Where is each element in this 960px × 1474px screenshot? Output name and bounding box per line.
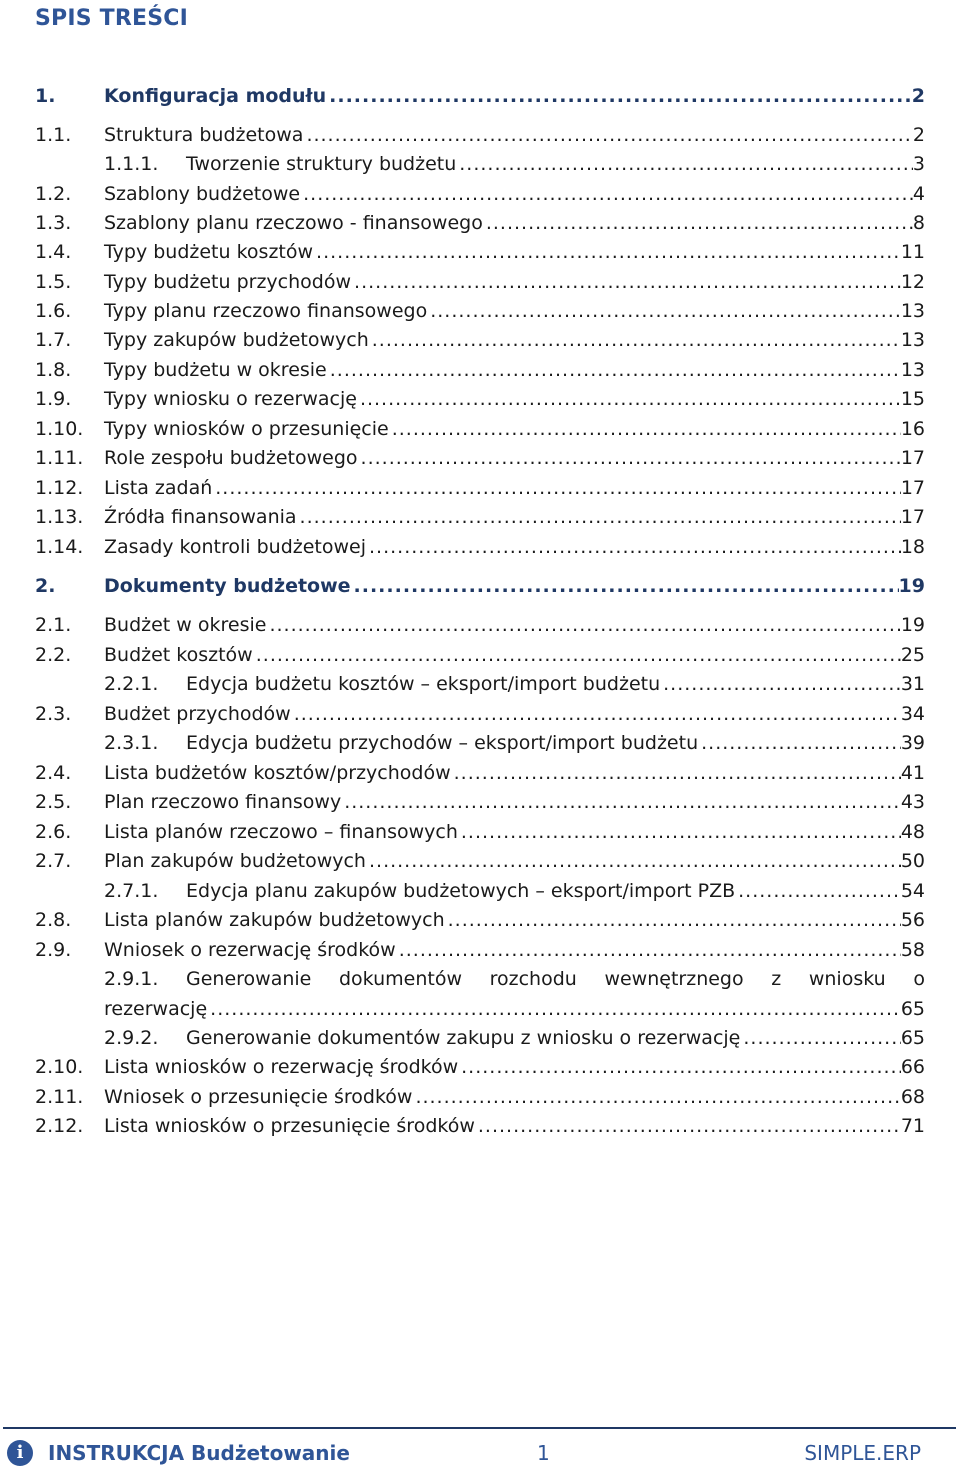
footer-title: INSTRUKCJA Budżetowanie	[48, 1441, 350, 1465]
toc-entry-page: 16	[900, 418, 925, 440]
dot-leader	[303, 122, 912, 148]
toc-entry-number: 2.2.1.	[104, 673, 159, 695]
toc-entry-line	[104, 445, 925, 471]
dot-leader	[445, 907, 901, 933]
toc-entry-text: Typy budżetu przychodów	[104, 271, 352, 293]
toc-entry[interactable]	[0, 151, 960, 177]
toc-entry-page: 18	[900, 536, 925, 558]
toc-entry[interactable]	[0, 730, 960, 756]
toc-entry-number: 1.9.	[35, 388, 72, 410]
toc-entry-page: 31	[900, 673, 925, 695]
toc-entry-page: 2	[911, 85, 925, 107]
toc-entry-text: Typy wniosku o rezerwację	[104, 388, 357, 410]
toc-entry[interactable]	[0, 573, 960, 599]
toc-entry[interactable]	[0, 701, 960, 727]
footer-divider	[3, 1427, 956, 1429]
toc-entry-number: 2.7.	[35, 850, 72, 872]
toc-entry-page: 12	[900, 271, 925, 293]
toc-entry-page: 65	[900, 998, 925, 1020]
toc-entry-page: 41	[900, 762, 925, 784]
toc-entry-line	[104, 789, 925, 815]
toc-entry[interactable]	[0, 239, 960, 265]
toc-entry-text: Wniosek o przesunięcie środków	[104, 1086, 413, 1108]
toc-entry[interactable]	[0, 848, 960, 874]
toc-entry-text: Lista zadań	[104, 477, 213, 499]
dot-leader	[207, 996, 901, 1022]
dot-leader	[483, 210, 913, 236]
toc-entry-page: 17	[900, 447, 925, 469]
toc-entry-line	[104, 996, 925, 1022]
toc-entry[interactable]	[0, 878, 960, 904]
toc-entry[interactable]	[0, 181, 960, 207]
toc-entry-number: 1.10.	[35, 418, 84, 440]
toc-entry[interactable]	[0, 122, 960, 148]
dot-leader	[327, 357, 901, 383]
toc-entry-text: Lista budżetów kosztów/przychodów	[104, 762, 451, 784]
dot-leader	[396, 937, 901, 963]
toc-entry-text: Budżet kosztów	[104, 644, 253, 666]
toc-entry-text: Generowanie dokumentów rozchodu wewnętrznego z wniosku o	[186, 968, 925, 990]
toc-entry-number: 2.6.	[35, 821, 72, 843]
dot-leader	[351, 269, 901, 295]
toc-entry-text: Zasady kontroli budżetowej	[104, 536, 367, 558]
toc-entry-number: 2.8.	[35, 909, 72, 931]
toc-entry-line	[104, 1084, 925, 1110]
toc-entry-number: 2.2.	[35, 644, 72, 666]
dot-leader	[458, 1054, 901, 1080]
toc-entry-text: Dokumenty budżetowe	[104, 575, 351, 597]
toc-entry-text: Typy zakupów budżetowych	[104, 329, 369, 351]
page-title: SPIS TREŚCI	[35, 6, 189, 31]
dot-leader	[358, 445, 901, 471]
toc-entry-page: 8	[912, 212, 925, 234]
toc-entry-line	[186, 671, 925, 697]
toc-entry-line	[104, 1113, 925, 1139]
dot-leader	[326, 83, 912, 109]
toc-entry-line	[104, 386, 925, 412]
toc-entry[interactable]	[0, 819, 960, 845]
toc-entry-page: 19	[898, 575, 925, 597]
info-icon: i	[7, 1440, 33, 1466]
toc-entry[interactable]	[0, 534, 960, 560]
dot-leader	[412, 1084, 900, 1110]
toc-entry-line	[104, 357, 925, 383]
toc-entry-number: 1.14.	[35, 536, 84, 558]
toc-entry-text: Tworzenie struktury budżetu	[186, 153, 457, 175]
toc-entry[interactable]	[0, 1025, 960, 1051]
toc-entry-line	[104, 416, 925, 442]
toc-entry-continuation[interactable]	[0, 996, 960, 1022]
page-footer	[0, 1432, 960, 1474]
toc-entry[interactable]	[0, 1084, 960, 1110]
toc-entry-text: Typy budżetu w okresie	[104, 359, 327, 381]
toc-entry-number: 1.1.	[35, 124, 72, 146]
toc-entry-number: 2.11.	[35, 1086, 84, 1108]
dot-leader	[456, 151, 913, 177]
dot-leader	[300, 181, 913, 207]
toc-entry-number: 2.3.1.	[104, 732, 159, 754]
toc-entry-page: 48	[900, 821, 925, 843]
toc-entry[interactable]	[0, 760, 960, 786]
toc-entry-page: 56	[900, 909, 925, 931]
toc-entry-text: Typy planu rzeczowo finansowego	[104, 300, 428, 322]
dot-leader	[212, 475, 901, 501]
toc-entry-line	[104, 83, 925, 109]
toc-entry-text: Generowanie dokumentów zakupu z wniosku o rezerwację	[186, 1027, 741, 1049]
footer-brand: SIMPLE.ERP	[804, 1441, 921, 1465]
toc-entry-number: 1.5.	[35, 271, 72, 293]
toc-entry-page: 2	[912, 124, 925, 146]
toc-entry[interactable]	[0, 1054, 960, 1080]
toc-entry[interactable]	[0, 210, 960, 236]
toc-entry-line	[104, 907, 925, 933]
toc-entry-line	[104, 1054, 925, 1080]
toc-entry-number: 1.11.	[35, 447, 84, 469]
toc-entry-page: 66	[900, 1056, 925, 1078]
toc-entry[interactable]	[0, 416, 960, 442]
toc-entry-number: 1.	[35, 85, 56, 107]
toc-entry-page: 15	[900, 388, 925, 410]
footer-page-number: 1	[537, 1441, 550, 1465]
toc-entry-line	[104, 701, 925, 727]
toc-entry-page: 43	[900, 791, 925, 813]
toc-entry[interactable]	[0, 504, 960, 530]
toc-entry-line	[104, 819, 925, 845]
toc-entry-text: Lista planów zakupów budżetowych	[104, 909, 445, 931]
toc-entry[interactable]	[0, 966, 960, 992]
toc-entry-page: 25	[900, 644, 925, 666]
toc-entry-number: 1.3.	[35, 212, 72, 234]
toc-entry[interactable]	[0, 907, 960, 933]
toc-entry-line	[104, 210, 925, 236]
toc-entry[interactable]	[0, 327, 960, 353]
toc-entry-line	[104, 573, 925, 599]
toc-entry[interactable]	[0, 937, 960, 963]
toc-entry-line	[104, 475, 925, 501]
dot-leader	[266, 612, 900, 638]
dot-leader	[660, 671, 901, 697]
toc-entry[interactable]	[0, 357, 960, 383]
toc-entry-line	[104, 504, 925, 530]
toc-entry-number: 2.3.	[35, 703, 72, 725]
toc-entry-line	[104, 298, 925, 324]
toc-entry-text: Konfiguracja modułu	[104, 85, 327, 107]
toc-entry-text: Role zespołu budżetowego	[104, 447, 358, 469]
toc-entry[interactable]	[0, 445, 960, 471]
dot-leader	[351, 573, 899, 599]
toc-entry-text: Struktura budżetowa	[104, 124, 304, 146]
dot-leader	[475, 1113, 901, 1139]
toc-entry-text: Budżet przychodów	[104, 703, 291, 725]
toc-entry-line	[104, 327, 925, 353]
dot-leader	[451, 760, 901, 786]
toc-entry-page: 3	[912, 153, 925, 175]
dot-leader	[740, 1025, 900, 1051]
toc-entry[interactable]	[0, 671, 960, 697]
toc-entry-number: 1.8.	[35, 359, 72, 381]
toc-entry-line	[104, 122, 925, 148]
toc-entry[interactable]	[0, 475, 960, 501]
toc-entry-page: 13	[900, 300, 925, 322]
toc-entry[interactable]	[0, 1113, 960, 1139]
toc-entry-line	[104, 760, 925, 786]
toc-entry-line	[104, 612, 925, 638]
dot-leader	[366, 534, 901, 560]
toc-entry-page: 34	[900, 703, 925, 725]
toc-entry-number: 1.7.	[35, 329, 72, 351]
toc-entry-number: 1.13.	[35, 506, 84, 528]
toc-entry-page: 17	[900, 506, 925, 528]
toc-entry-line	[186, 730, 925, 756]
toc-entry-text: Plan zakupów budżetowych	[104, 850, 366, 872]
toc-entry[interactable]	[0, 83, 960, 109]
toc-entry-page: 58	[900, 939, 925, 961]
toc-entry-text: Edycja budżetu kosztów – eksport/import budżetu	[186, 673, 661, 695]
toc-entry-text: Szablony budżetowe	[104, 183, 301, 205]
toc-entry-number: 2.1.	[35, 614, 72, 636]
toc-entry[interactable]	[0, 298, 960, 324]
toc-entry-text: Szablony planu rzeczowo - finansowego	[104, 212, 483, 234]
toc-entry-line	[104, 181, 925, 207]
toc-entry-page: 17	[900, 477, 925, 499]
toc-entry-number: 1.1.1.	[104, 153, 159, 175]
dot-leader	[253, 642, 901, 668]
toc-entry-text: Lista wniosków o przesunięcie środków	[104, 1115, 475, 1137]
toc-entry-page: 4	[912, 183, 925, 205]
toc-entry-line	[104, 269, 925, 295]
toc-entry-page: 39	[900, 732, 925, 754]
toc-entry-page: 68	[900, 1086, 925, 1108]
dot-leader	[297, 504, 901, 530]
toc-entry-number: 2.9.2.	[104, 1027, 159, 1049]
toc-entry-text: Typy budżetu kosztów	[104, 241, 314, 263]
toc-entry-page: 71	[900, 1115, 925, 1137]
toc-entry-number: 2.12.	[35, 1115, 84, 1137]
toc-entry-text: Plan rzeczowo finansowy	[104, 791, 342, 813]
dot-leader	[341, 789, 901, 815]
toc-entry-page: 65	[900, 1027, 925, 1049]
toc-entry-number: 2.5.	[35, 791, 72, 813]
toc-entry-text: Źródła finansowania	[104, 506, 297, 528]
toc-entry-text: Typy wniosków o przesunięcie	[104, 418, 389, 440]
toc-entry-page: 13	[900, 329, 925, 351]
toc-entry[interactable]	[0, 642, 960, 668]
dot-leader	[427, 298, 901, 324]
toc-entry[interactable]	[0, 612, 960, 638]
dot-leader	[313, 239, 901, 265]
dot-leader	[291, 701, 901, 727]
dot-leader	[366, 848, 901, 874]
toc-entry-page: 54	[900, 880, 925, 902]
toc-entry-line	[104, 239, 925, 265]
toc-entry-text: Lista wniosków o rezerwację środków	[104, 1056, 459, 1078]
toc-entry-text: rezerwację	[104, 998, 208, 1020]
toc-entry-number: 1.4.	[35, 241, 72, 263]
dot-leader	[369, 327, 901, 353]
toc-entry[interactable]	[0, 269, 960, 295]
toc-entry-text: Wniosek o rezerwację środków	[104, 939, 396, 961]
toc-entry-number: 2.9.1.	[104, 968, 159, 990]
dot-leader	[735, 878, 901, 904]
toc-entry-line	[186, 878, 925, 904]
toc-entry-text: Edycja budżetu przychodów – eksport/import budżetu	[186, 732, 699, 754]
toc-entry-line	[104, 534, 925, 560]
toc-entry-text: Budżet w okresie	[104, 614, 267, 636]
toc-entry-number: 2.9.	[35, 939, 72, 961]
toc-entry-number: 2.4.	[35, 762, 72, 784]
toc-entry-page: 13	[900, 359, 925, 381]
toc-entry-number: 1.2.	[35, 183, 72, 205]
toc-entry-page: 19	[900, 614, 925, 636]
toc-entry-text: Edycja planu zakupów budżetowych – eksport/import PZB	[186, 880, 736, 902]
toc-entry-line	[104, 642, 925, 668]
toc-entry-line	[186, 1025, 925, 1051]
dot-leader	[458, 819, 901, 845]
toc-entry-number: 1.12.	[35, 477, 84, 499]
dot-leader	[357, 386, 901, 412]
toc-entry-number: 2.7.1.	[104, 880, 159, 902]
dot-leader	[389, 416, 901, 442]
toc-entry-number: 1.6.	[35, 300, 72, 322]
dot-leader	[698, 730, 901, 756]
toc-entry-text: Lista planów rzeczowo – finansowych	[104, 821, 458, 843]
toc-entry-line	[104, 937, 925, 963]
toc-entry[interactable]	[0, 789, 960, 815]
toc-entry-line	[186, 151, 925, 177]
toc-entry-page: 50	[900, 850, 925, 872]
toc-entry[interactable]	[0, 386, 960, 412]
toc-entry-line	[104, 848, 925, 874]
toc-entry-number: 2.10.	[35, 1056, 84, 1078]
toc-entry-number: 2.	[35, 575, 56, 597]
toc-entry-page: 11	[900, 241, 925, 263]
